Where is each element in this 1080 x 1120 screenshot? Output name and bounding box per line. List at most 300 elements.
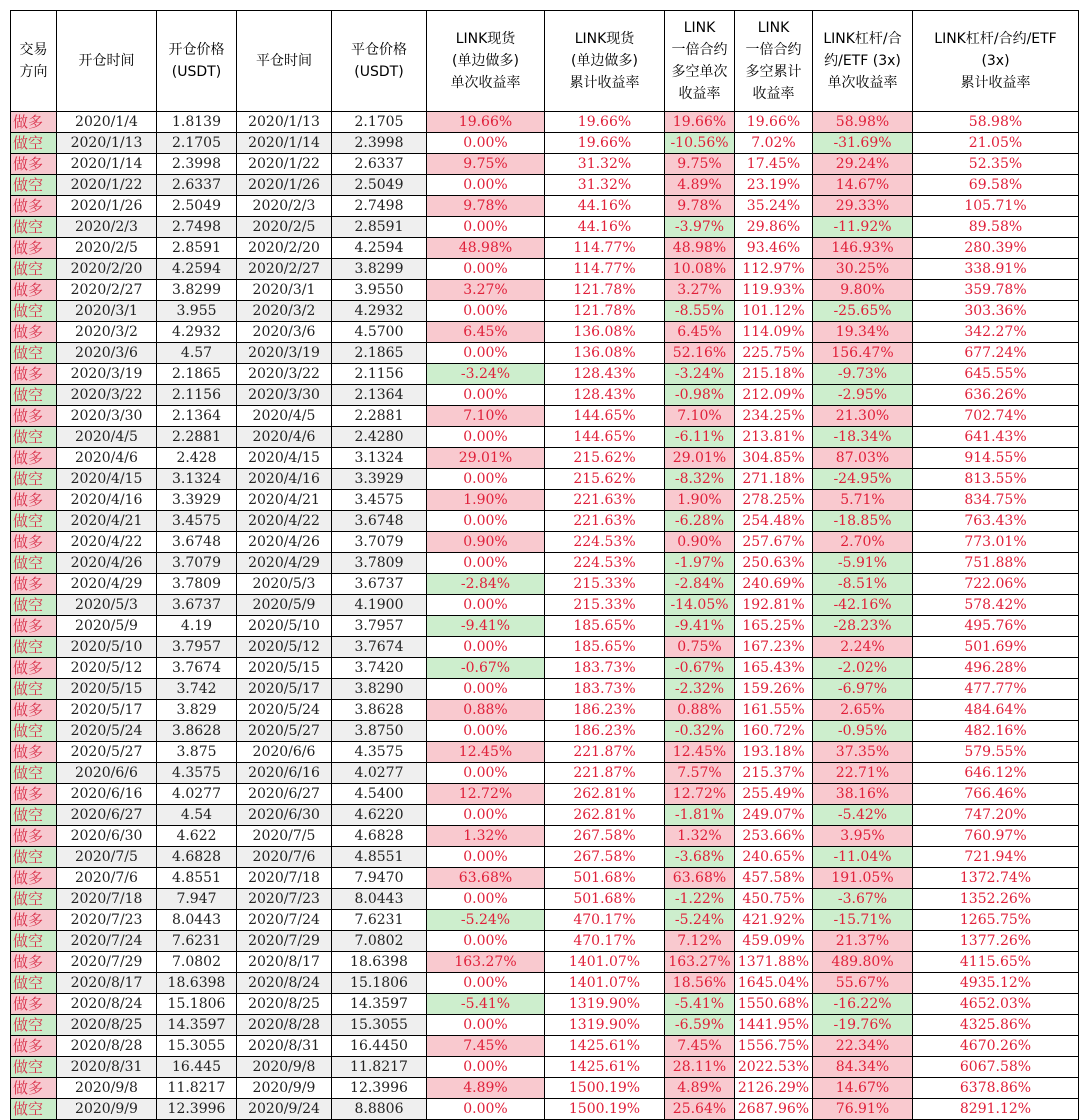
cell-leverage-cum: 495.76% xyxy=(913,616,1079,637)
cell-close-time: 2020/9/24 xyxy=(237,1099,332,1120)
cell-contract-cum: 234.25% xyxy=(735,406,813,427)
cell-close-price: 4.3575 xyxy=(332,742,427,763)
table-row xyxy=(11,511,1079,532)
cell-close-time: 2020/8/31 xyxy=(237,1036,332,1057)
cell-direction: 做多 xyxy=(11,112,57,133)
cell-open-price: 3.829 xyxy=(157,700,237,721)
cell-open-time: 2020/8/25 xyxy=(57,1015,157,1036)
cell-direction: 做空 xyxy=(11,511,57,532)
cell-close-time: 2020/7/18 xyxy=(237,868,332,889)
cell-close-time: 2020/9/8 xyxy=(237,1057,332,1078)
cell-leverage-cum: 280.39% xyxy=(913,238,1079,259)
cell-spot-cum: 1319.90% xyxy=(545,994,665,1015)
header-line: 单次收益率 xyxy=(827,75,898,91)
cell-contract-cum: 1371.88% xyxy=(735,952,813,973)
cell-leverage-cum: 702.74% xyxy=(913,406,1079,427)
cell-spot-cum: 19.66% xyxy=(545,112,665,133)
cell-close-time: 2020/1/26 xyxy=(237,175,332,196)
cell-leverage-single: -18.85% xyxy=(813,511,913,532)
cell-spot-single: -3.24% xyxy=(427,364,545,385)
cell-contract-single: -2.32% xyxy=(665,679,735,700)
cell-direction: 做空 xyxy=(11,385,57,406)
cell-direction: 做多 xyxy=(11,742,57,763)
cell-close-time: 2020/8/28 xyxy=(237,1015,332,1036)
cell-close-price: 18.6398 xyxy=(332,952,427,973)
cell-contract-cum: 29.86% xyxy=(735,217,813,238)
cell-leverage-cum: 760.97% xyxy=(913,826,1079,847)
cell-open-time: 2020/4/21 xyxy=(57,511,157,532)
cell-open-price: 4.2594 xyxy=(157,259,237,280)
cell-spot-cum: 183.73% xyxy=(545,658,665,679)
cell-spot-cum: 501.68% xyxy=(545,868,665,889)
cell-spot-single: 19.66% xyxy=(427,112,545,133)
col-header-open-price xyxy=(157,11,237,112)
cell-direction: 做多 xyxy=(11,994,57,1015)
cell-close-price: 3.9550 xyxy=(332,280,427,301)
cell-close-price: 4.5400 xyxy=(332,784,427,805)
cell-contract-cum: 161.55% xyxy=(735,700,813,721)
cell-open-price: 7.6231 xyxy=(157,931,237,952)
cell-contract-cum: 2126.29% xyxy=(735,1078,813,1099)
cell-leverage-cum: 484.64% xyxy=(913,700,1079,721)
cell-contract-single: 4.89% xyxy=(665,175,735,196)
header-line: 累计收益率 xyxy=(569,75,640,91)
cell-close-price: 2.6337 xyxy=(332,154,427,175)
cell-leverage-single: 2.24% xyxy=(813,637,913,658)
cell-leverage-cum: 496.28% xyxy=(913,658,1079,679)
cell-leverage-single: -2.95% xyxy=(813,385,913,406)
cell-open-time: 2020/7/18 xyxy=(57,889,157,910)
cell-spot-cum: 215.62% xyxy=(545,469,665,490)
cell-direction: 做多 xyxy=(11,700,57,721)
table-row xyxy=(11,448,1079,469)
cell-open-time: 2020/6/6 xyxy=(57,763,157,784)
cell-contract-cum: 193.18% xyxy=(735,742,813,763)
cell-contract-single: 6.45% xyxy=(665,322,735,343)
cell-contract-single: 1.32% xyxy=(665,826,735,847)
cell-contract-single: 25.64% xyxy=(665,1099,735,1120)
table-row xyxy=(11,784,1079,805)
cell-contract-single: 12.72% xyxy=(665,784,735,805)
cell-spot-single: -2.84% xyxy=(427,574,545,595)
cell-direction: 做空 xyxy=(11,1015,57,1036)
cell-contract-single: 7.45% xyxy=(665,1036,735,1057)
cell-close-price: 8.0443 xyxy=(332,889,427,910)
cell-open-time: 2020/5/17 xyxy=(57,700,157,721)
cell-close-price: 4.2594 xyxy=(332,238,427,259)
cell-spot-single: 0.00% xyxy=(427,637,545,658)
cell-spot-cum: 262.81% xyxy=(545,784,665,805)
cell-leverage-single: 489.80% xyxy=(813,952,913,973)
cell-spot-single: -5.41% xyxy=(427,994,545,1015)
cell-direction: 做多 xyxy=(11,1078,57,1099)
cell-contract-cum: 19.66% xyxy=(735,112,813,133)
cell-leverage-single: -42.16% xyxy=(813,595,913,616)
cell-contract-cum: 254.48% xyxy=(735,511,813,532)
cell-close-price: 2.5049 xyxy=(332,175,427,196)
table-row xyxy=(11,469,1079,490)
cell-leverage-cum: 914.55% xyxy=(913,448,1079,469)
cell-open-price: 7.947 xyxy=(157,889,237,910)
cell-close-price: 3.4575 xyxy=(332,490,427,511)
cell-open-price: 2.1364 xyxy=(157,406,237,427)
cell-spot-cum: 128.43% xyxy=(545,385,665,406)
cell-open-time: 2020/5/24 xyxy=(57,721,157,742)
header-line: 平仓价格 xyxy=(351,42,407,58)
cell-contract-cum: 35.24% xyxy=(735,196,813,217)
cell-spot-cum: 31.32% xyxy=(545,175,665,196)
cell-spot-single: 0.00% xyxy=(427,259,545,280)
cell-leverage-single: -2.02% xyxy=(813,658,913,679)
cell-spot-single: 6.45% xyxy=(427,322,545,343)
cell-leverage-single: 191.05% xyxy=(813,868,913,889)
cell-spot-cum: 501.68% xyxy=(545,889,665,910)
cell-leverage-single: 2.65% xyxy=(813,700,913,721)
cell-spot-cum: 1319.90% xyxy=(545,1015,665,1036)
cell-leverage-cum: 69.58% xyxy=(913,175,1079,196)
cell-leverage-single: -9.73% xyxy=(813,364,913,385)
cell-leverage-single: 14.67% xyxy=(813,175,913,196)
cell-contract-single: -0.67% xyxy=(665,658,735,679)
cell-spot-single: 0.00% xyxy=(427,1057,545,1078)
cell-open-time: 2020/7/6 xyxy=(57,868,157,889)
cell-open-time: 2020/4/5 xyxy=(57,427,157,448)
cell-open-price: 2.2881 xyxy=(157,427,237,448)
cell-close-time: 2020/4/29 xyxy=(237,553,332,574)
cell-contract-single: -3.24% xyxy=(665,364,735,385)
cell-close-time: 2020/4/5 xyxy=(237,406,332,427)
col-header-contract-single xyxy=(665,11,735,112)
cell-spot-cum: 1500.19% xyxy=(545,1099,665,1120)
header-line: 单次收益率 xyxy=(450,75,521,91)
cell-spot-cum: 114.77% xyxy=(545,238,665,259)
cell-open-price: 12.3996 xyxy=(157,1099,237,1120)
cell-spot-cum: 470.17% xyxy=(545,931,665,952)
table-row xyxy=(11,553,1079,574)
cell-close-time: 2020/3/2 xyxy=(237,301,332,322)
header-line: 方向 xyxy=(19,64,48,80)
cell-leverage-cum: 1352.26% xyxy=(913,889,1079,910)
cell-close-time: 2020/1/13 xyxy=(237,112,332,133)
cell-leverage-single: 84.34% xyxy=(813,1057,913,1078)
cell-spot-single: 0.00% xyxy=(427,343,545,364)
table-row xyxy=(11,532,1079,553)
cell-direction: 做多 xyxy=(11,616,57,637)
col-header-leverage-cum xyxy=(913,11,1079,112)
cell-spot-cum: 1425.61% xyxy=(545,1057,665,1078)
cell-contract-single: 1.90% xyxy=(665,490,735,511)
cell-spot-single: -0.67% xyxy=(427,658,545,679)
cell-contract-single: -6.59% xyxy=(665,1015,735,1036)
cell-leverage-single: 22.71% xyxy=(813,763,913,784)
backtest-table xyxy=(10,10,1079,1120)
cell-close-price: 12.3996 xyxy=(332,1078,427,1099)
cell-spot-single: 163.27% xyxy=(427,952,545,973)
cell-open-time: 2020/4/22 xyxy=(57,532,157,553)
cell-contract-cum: 421.92% xyxy=(735,910,813,931)
cell-contract-single: -6.28% xyxy=(665,511,735,532)
cell-contract-single: 18.56% xyxy=(665,973,735,994)
cell-close-time: 2020/5/3 xyxy=(237,574,332,595)
cell-open-price: 4.3575 xyxy=(157,763,237,784)
cell-spot-single: 0.00% xyxy=(427,217,545,238)
cell-spot-single: 0.00% xyxy=(427,679,545,700)
header-line: (USDT) xyxy=(171,64,222,80)
cell-close-time: 2020/1/22 xyxy=(237,154,332,175)
cell-leverage-single: 76.91% xyxy=(813,1099,913,1120)
table-row xyxy=(11,1099,1079,1120)
cell-close-price: 3.1324 xyxy=(332,448,427,469)
cell-leverage-cum: 645.55% xyxy=(913,364,1079,385)
cell-spot-single: 12.72% xyxy=(427,784,545,805)
cell-leverage-single: -8.51% xyxy=(813,574,913,595)
cell-open-time: 2020/5/9 xyxy=(57,616,157,637)
cell-leverage-single: 21.37% xyxy=(813,931,913,952)
cell-spot-single: 29.01% xyxy=(427,448,545,469)
cell-contract-cum: 255.49% xyxy=(735,784,813,805)
cell-direction: 做空 xyxy=(11,889,57,910)
cell-direction: 做多 xyxy=(11,658,57,679)
cell-leverage-single: 21.30% xyxy=(813,406,913,427)
cell-leverage-cum: 677.24% xyxy=(913,343,1079,364)
cell-close-time: 2020/4/21 xyxy=(237,490,332,511)
cell-spot-cum: 221.63% xyxy=(545,490,665,511)
cell-contract-single: -9.41% xyxy=(665,616,735,637)
cell-open-price: 4.54 xyxy=(157,805,237,826)
cell-contract-cum: 167.23% xyxy=(735,637,813,658)
cell-close-price: 15.1806 xyxy=(332,973,427,994)
cell-open-price: 3.7079 xyxy=(157,553,237,574)
table-row xyxy=(11,952,1079,973)
cell-direction: 做空 xyxy=(11,553,57,574)
cell-contract-cum: 457.58% xyxy=(735,868,813,889)
cell-open-price: 3.4575 xyxy=(157,511,237,532)
cell-spot-cum: 470.17% xyxy=(545,910,665,931)
cell-leverage-single: -3.67% xyxy=(813,889,913,910)
cell-contract-single: -5.24% xyxy=(665,910,735,931)
cell-contract-single: 9.75% xyxy=(665,154,735,175)
header-line: LINK现货 xyxy=(574,31,635,47)
header-line: LINK xyxy=(757,20,790,36)
cell-leverage-single: -5.91% xyxy=(813,553,913,574)
cell-close-price: 2.7498 xyxy=(332,196,427,217)
col-header-spot-cum xyxy=(545,11,665,112)
cell-leverage-single: 5.71% xyxy=(813,490,913,511)
cell-leverage-cum: 1372.74% xyxy=(913,868,1079,889)
cell-contract-single: -8.55% xyxy=(665,301,735,322)
cell-close-price: 7.6231 xyxy=(332,910,427,931)
header-line: (单边做多) xyxy=(571,53,638,69)
cell-spot-single: 0.00% xyxy=(427,1015,545,1036)
cell-direction: 做多 xyxy=(11,196,57,217)
header-line: 约/ETF (3x) xyxy=(824,53,901,69)
table-row xyxy=(11,658,1079,679)
cell-contract-cum: 93.46% xyxy=(735,238,813,259)
cell-contract-single: -0.98% xyxy=(665,385,735,406)
cell-contract-cum: 2022.53% xyxy=(735,1057,813,1078)
cell-open-price: 4.2932 xyxy=(157,322,237,343)
cell-leverage-cum: 21.05% xyxy=(913,133,1079,154)
cell-close-time: 2020/8/17 xyxy=(237,952,332,973)
header-line: (单边做多) xyxy=(452,53,519,69)
cell-close-time: 2020/6/6 xyxy=(237,742,332,763)
cell-close-price: 7.9470 xyxy=(332,868,427,889)
cell-leverage-single: 9.80% xyxy=(813,280,913,301)
cell-close-price: 2.2881 xyxy=(332,406,427,427)
cell-leverage-cum: 636.26% xyxy=(913,385,1079,406)
cell-leverage-cum: 4652.03% xyxy=(913,994,1079,1015)
cell-open-time: 2020/4/16 xyxy=(57,490,157,511)
cell-leverage-cum: 89.58% xyxy=(913,217,1079,238)
cell-spot-cum: 1500.19% xyxy=(545,1078,665,1099)
table-row xyxy=(11,742,1079,763)
cell-close-price: 14.3597 xyxy=(332,994,427,1015)
cell-contract-single: 28.11% xyxy=(665,1057,735,1078)
cell-open-time: 2020/7/5 xyxy=(57,847,157,868)
cell-close-price: 16.4450 xyxy=(332,1036,427,1057)
cell-contract-cum: 212.09% xyxy=(735,385,813,406)
cell-close-time: 2020/5/15 xyxy=(237,658,332,679)
cell-direction: 做多 xyxy=(11,952,57,973)
cell-close-price: 3.7079 xyxy=(332,532,427,553)
cell-spot-single: 1.90% xyxy=(427,490,545,511)
cell-contract-single: -3.68% xyxy=(665,847,735,868)
cell-direction: 做空 xyxy=(11,427,57,448)
cell-close-price: 3.8290 xyxy=(332,679,427,700)
cell-open-price: 1.8139 xyxy=(157,112,237,133)
cell-leverage-cum: 58.98% xyxy=(913,112,1079,133)
cell-contract-cum: 160.72% xyxy=(735,721,813,742)
cell-open-time: 2020/3/2 xyxy=(57,322,157,343)
cell-leverage-cum: 773.01% xyxy=(913,532,1079,553)
cell-direction: 做空 xyxy=(11,175,57,196)
cell-spot-cum: 1401.07% xyxy=(545,973,665,994)
cell-contract-cum: 114.09% xyxy=(735,322,813,343)
cell-open-time: 2020/7/23 xyxy=(57,910,157,931)
cell-leverage-cum: 6378.86% xyxy=(913,1078,1079,1099)
cell-leverage-single: 156.47% xyxy=(813,343,913,364)
cell-close-time: 2020/5/27 xyxy=(237,721,332,742)
cell-direction: 做空 xyxy=(11,847,57,868)
cell-leverage-single: 55.67% xyxy=(813,973,913,994)
cell-spot-single: 12.45% xyxy=(427,742,545,763)
cell-open-time: 2020/5/12 xyxy=(57,658,157,679)
cell-open-time: 2020/3/19 xyxy=(57,364,157,385)
cell-leverage-cum: 766.46% xyxy=(913,784,1079,805)
cell-leverage-single: 29.24% xyxy=(813,154,913,175)
table-row xyxy=(11,238,1079,259)
cell-leverage-cum: 342.27% xyxy=(913,322,1079,343)
cell-close-time: 2020/5/24 xyxy=(237,700,332,721)
cell-leverage-cum: 1265.75% xyxy=(913,910,1079,931)
cell-contract-cum: 2687.96% xyxy=(735,1099,813,1120)
cell-contract-single: -1.97% xyxy=(665,553,735,574)
cell-open-time: 2020/2/27 xyxy=(57,280,157,301)
cell-spot-single: 9.78% xyxy=(427,196,545,217)
cell-close-time: 2020/9/9 xyxy=(237,1078,332,1099)
cell-leverage-cum: 8291.12% xyxy=(913,1099,1079,1120)
cell-leverage-single: -28.23% xyxy=(813,616,913,637)
cell-contract-cum: 215.37% xyxy=(735,763,813,784)
cell-close-time: 2020/6/30 xyxy=(237,805,332,826)
cell-direction: 做空 xyxy=(11,469,57,490)
cell-contract-cum: 165.43% xyxy=(735,658,813,679)
cell-open-price: 3.6748 xyxy=(157,532,237,553)
cell-leverage-cum: 579.55% xyxy=(913,742,1079,763)
cell-spot-cum: 31.32% xyxy=(545,154,665,175)
cell-contract-single: 63.68% xyxy=(665,868,735,889)
cell-contract-cum: 271.18% xyxy=(735,469,813,490)
cell-open-time: 2020/2/20 xyxy=(57,259,157,280)
cell-close-time: 2020/8/24 xyxy=(237,973,332,994)
table-row xyxy=(11,1036,1079,1057)
cell-direction: 做空 xyxy=(11,343,57,364)
cell-open-time: 2020/2/5 xyxy=(57,238,157,259)
cell-direction: 做空 xyxy=(11,973,57,994)
cell-leverage-single: 146.93% xyxy=(813,238,913,259)
cell-leverage-single: -25.65% xyxy=(813,301,913,322)
cell-direction: 做多 xyxy=(11,490,57,511)
cell-leverage-cum: 578.42% xyxy=(913,595,1079,616)
cell-leverage-cum: 834.75% xyxy=(913,490,1079,511)
cell-direction: 做空 xyxy=(11,133,57,154)
cell-open-price: 3.3929 xyxy=(157,490,237,511)
header-line: LINK xyxy=(683,20,716,36)
cell-close-time: 2020/3/22 xyxy=(237,364,332,385)
col-header-close-price xyxy=(332,11,427,112)
cell-spot-cum: 144.65% xyxy=(545,406,665,427)
cell-contract-cum: 253.66% xyxy=(735,826,813,847)
cell-close-price: 2.1364 xyxy=(332,385,427,406)
cell-leverage-cum: 4115.65% xyxy=(913,952,1079,973)
cell-spot-single: -9.41% xyxy=(427,616,545,637)
cell-spot-single: 0.00% xyxy=(427,511,545,532)
cell-leverage-cum: 477.77% xyxy=(913,679,1079,700)
cell-direction: 做多 xyxy=(11,238,57,259)
cell-direction: 做空 xyxy=(11,931,57,952)
cell-contract-cum: 101.12% xyxy=(735,301,813,322)
table-row xyxy=(11,1015,1079,1036)
cell-contract-single: -14.05% xyxy=(665,595,735,616)
cell-leverage-single: 22.34% xyxy=(813,1036,913,1057)
cell-leverage-single: 38.16% xyxy=(813,784,913,805)
cell-open-price: 3.8299 xyxy=(157,280,237,301)
cell-close-time: 2020/1/14 xyxy=(237,133,332,154)
cell-direction: 做空 xyxy=(11,1057,57,1078)
col-header-open-time xyxy=(57,11,157,112)
cell-spot-single: 0.00% xyxy=(427,763,545,784)
cell-spot-cum: 215.33% xyxy=(545,574,665,595)
cell-spot-single: 0.00% xyxy=(427,595,545,616)
cell-open-price: 2.1705 xyxy=(157,133,237,154)
table-row xyxy=(11,910,1079,931)
cell-leverage-cum: 641.43% xyxy=(913,427,1079,448)
cell-spot-single: 0.00% xyxy=(427,1099,545,1120)
cell-close-price: 2.1156 xyxy=(332,364,427,385)
cell-spot-cum: 185.65% xyxy=(545,616,665,637)
cell-leverage-single: -15.71% xyxy=(813,910,913,931)
cell-close-price: 15.3055 xyxy=(332,1015,427,1036)
cell-open-time: 2020/8/24 xyxy=(57,994,157,1015)
cell-open-price: 2.428 xyxy=(157,448,237,469)
cell-close-time: 2020/5/10 xyxy=(237,616,332,637)
cell-spot-cum: 186.23% xyxy=(545,700,665,721)
cell-open-time: 2020/5/15 xyxy=(57,679,157,700)
cell-close-price: 3.8750 xyxy=(332,721,427,742)
cell-open-time: 2020/9/9 xyxy=(57,1099,157,1120)
cell-direction: 做空 xyxy=(11,763,57,784)
cell-contract-single: 7.12% xyxy=(665,931,735,952)
